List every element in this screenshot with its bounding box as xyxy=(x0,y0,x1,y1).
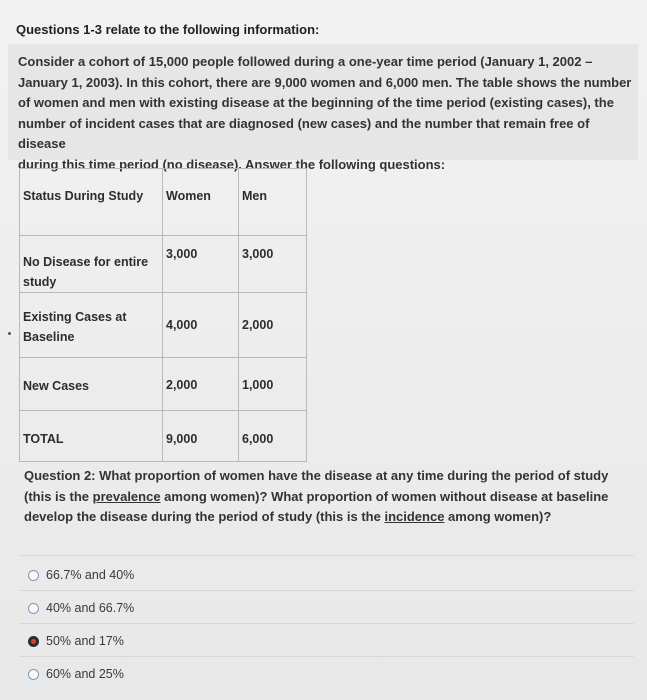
answer-option[interactable] xyxy=(28,634,124,648)
answer-option-label: 50% and 17% xyxy=(46,634,124,648)
answer-option-label: 40% and 66.7% xyxy=(46,601,135,615)
radio-button[interactable] xyxy=(28,570,39,581)
answer-option[interactable] xyxy=(28,667,124,681)
column-header-status: Status During Study xyxy=(23,189,144,203)
prevalence-term: prevalence xyxy=(92,488,161,504)
men-value: 1,000 xyxy=(242,378,274,392)
question-text xyxy=(24,466,634,528)
divider xyxy=(20,656,634,657)
status-label-line: Existing Cases at xyxy=(23,310,127,324)
status-label-line: study xyxy=(23,275,57,289)
status-label: New Cases xyxy=(23,379,90,393)
answer-option-label: 60% and 25% xyxy=(46,667,124,681)
intro-line: January 1, 2003). In this cohort, there are 9,000 women and 6,000 men. The table shows the number xyxy=(18,74,632,90)
women-value: 9,000 xyxy=(166,432,198,446)
men-value: 6,000 xyxy=(242,432,274,446)
status-label-line: Baseline xyxy=(23,330,75,344)
status-label-line: No Disease for entire xyxy=(23,255,149,269)
status-label xyxy=(20,236,162,292)
question-text-part: among women)? What proportion of women without disease at baseline develop the disease during the period of study (this is the xyxy=(24,488,609,524)
intro-line: number of incident cases that are diagnosed (new cases) and the number that remain free of disease xyxy=(18,115,590,151)
status-table xyxy=(19,168,307,462)
divider xyxy=(20,555,634,556)
intro-line: during this time period (no disease). Answer the following questions: xyxy=(18,156,446,172)
question-text-part: Question 2: What proportion of women have the disease at any time during the period of study (this is the xyxy=(24,468,609,504)
answer-option[interactable] xyxy=(28,568,134,582)
table-row xyxy=(20,358,307,411)
table-row xyxy=(20,411,307,462)
women-value: 4,000 xyxy=(166,318,198,332)
intro-text xyxy=(18,52,633,175)
bullet-dot xyxy=(8,332,11,335)
column-header-women: Women xyxy=(166,189,211,203)
status-label: TOTAL xyxy=(23,432,64,446)
men-value: 3,000 xyxy=(242,247,274,261)
divider xyxy=(20,590,634,591)
status-label xyxy=(20,293,162,347)
divider xyxy=(20,623,634,624)
radio-button-selected[interactable] xyxy=(28,636,39,647)
radio-button[interactable] xyxy=(28,603,39,614)
men-value: 2,000 xyxy=(242,318,274,332)
radio-button[interactable] xyxy=(28,669,39,680)
incidence-term: incidence xyxy=(384,509,445,524)
question-text-part: among women)? xyxy=(444,509,552,524)
women-value: 2,000 xyxy=(166,378,198,392)
column-header-men: Men xyxy=(242,189,267,203)
women-value: 3,000 xyxy=(166,247,198,261)
answer-option-label: 66.7% and 40% xyxy=(46,568,135,582)
table-header-row xyxy=(20,169,307,236)
table-row xyxy=(20,293,307,358)
intro-line: Consider a cohort of 15,000 people followed during a one-year time period (January 1, 2002 – xyxy=(18,54,593,69)
intro-line: of women and men with existing disease at the beginning of the time period (existing cases), the xyxy=(18,95,614,110)
section-heading: Questions 1-3 relate to the following information: xyxy=(16,22,320,37)
table-row xyxy=(20,236,307,293)
answer-option[interactable] xyxy=(28,601,134,615)
